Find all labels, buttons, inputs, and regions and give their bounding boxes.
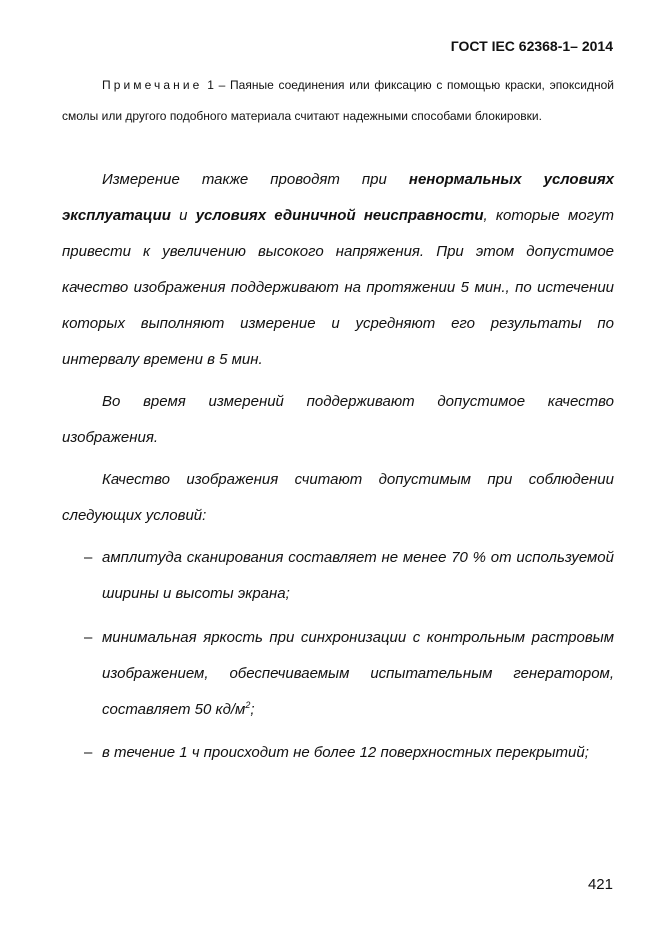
list-dash: – bbox=[84, 629, 93, 646]
term-single-fault-conditions: условиях единичной неисправности bbox=[195, 207, 484, 224]
list-dash: – bbox=[84, 549, 93, 566]
list-item-text: минимальная яркость при синхронизации с контрольным растровым изображением, обеспечиваемым испытательным генератором, составляет 50 кд/м bbox=[102, 629, 614, 718]
superscript: 2 bbox=[245, 700, 251, 710]
document-header: ГОСТ IEC 62368-1– 2014 bbox=[450, 38, 613, 54]
list-item bbox=[84, 540, 614, 612]
paragraph-measurement: Измерение также проводят при ненормальных условиях эксплуатации и условиях единичной неисправности, которые могут привести к увеличению высокого напряжения. При этом допустимое качество изображения поддерживают на протяжении 5 мин., по истечении которых выполняют измерение и усредняют его результаты по интервалу времени в 5 мин. bbox=[62, 171, 614, 368]
list-item-text: в течение 1 ч происходит не более 12 поверхностных перекрытий; bbox=[102, 744, 589, 761]
paragraph-quality-maintained: Во время измерений поддерживают допустимое качество изображения. bbox=[62, 393, 614, 446]
list-item bbox=[84, 735, 614, 771]
paragraph-quality-conditions: Качество изображения считают допустимым при соблюдении следующих условий: bbox=[62, 471, 614, 524]
note-paragraph bbox=[62, 70, 614, 132]
term-abnormal-conditions: ненормальных условиях эксплуатации bbox=[62, 171, 614, 224]
list-dash: – bbox=[84, 744, 93, 761]
note-text: Паяные соединения или фиксацию с помощью краски, эпоксидной смолы или другого подобного материала считают надежными способами блокировки. bbox=[62, 78, 614, 123]
list-item: – минимальная яркость при синхронизации с контрольным растровым изображением, обеспечиваемым испытательным генератором, составляет 50 $кд/м^2$; bbox=[102, 620, 614, 728]
list-item-text: амплитуда сканирования составляет не менее 70 % от используемой ширины и высоты экрана; bbox=[102, 549, 614, 602]
note-number: 1 – bbox=[207, 78, 226, 92]
page-number: 421 bbox=[587, 876, 613, 893]
note-label: Примечание bbox=[102, 78, 203, 92]
